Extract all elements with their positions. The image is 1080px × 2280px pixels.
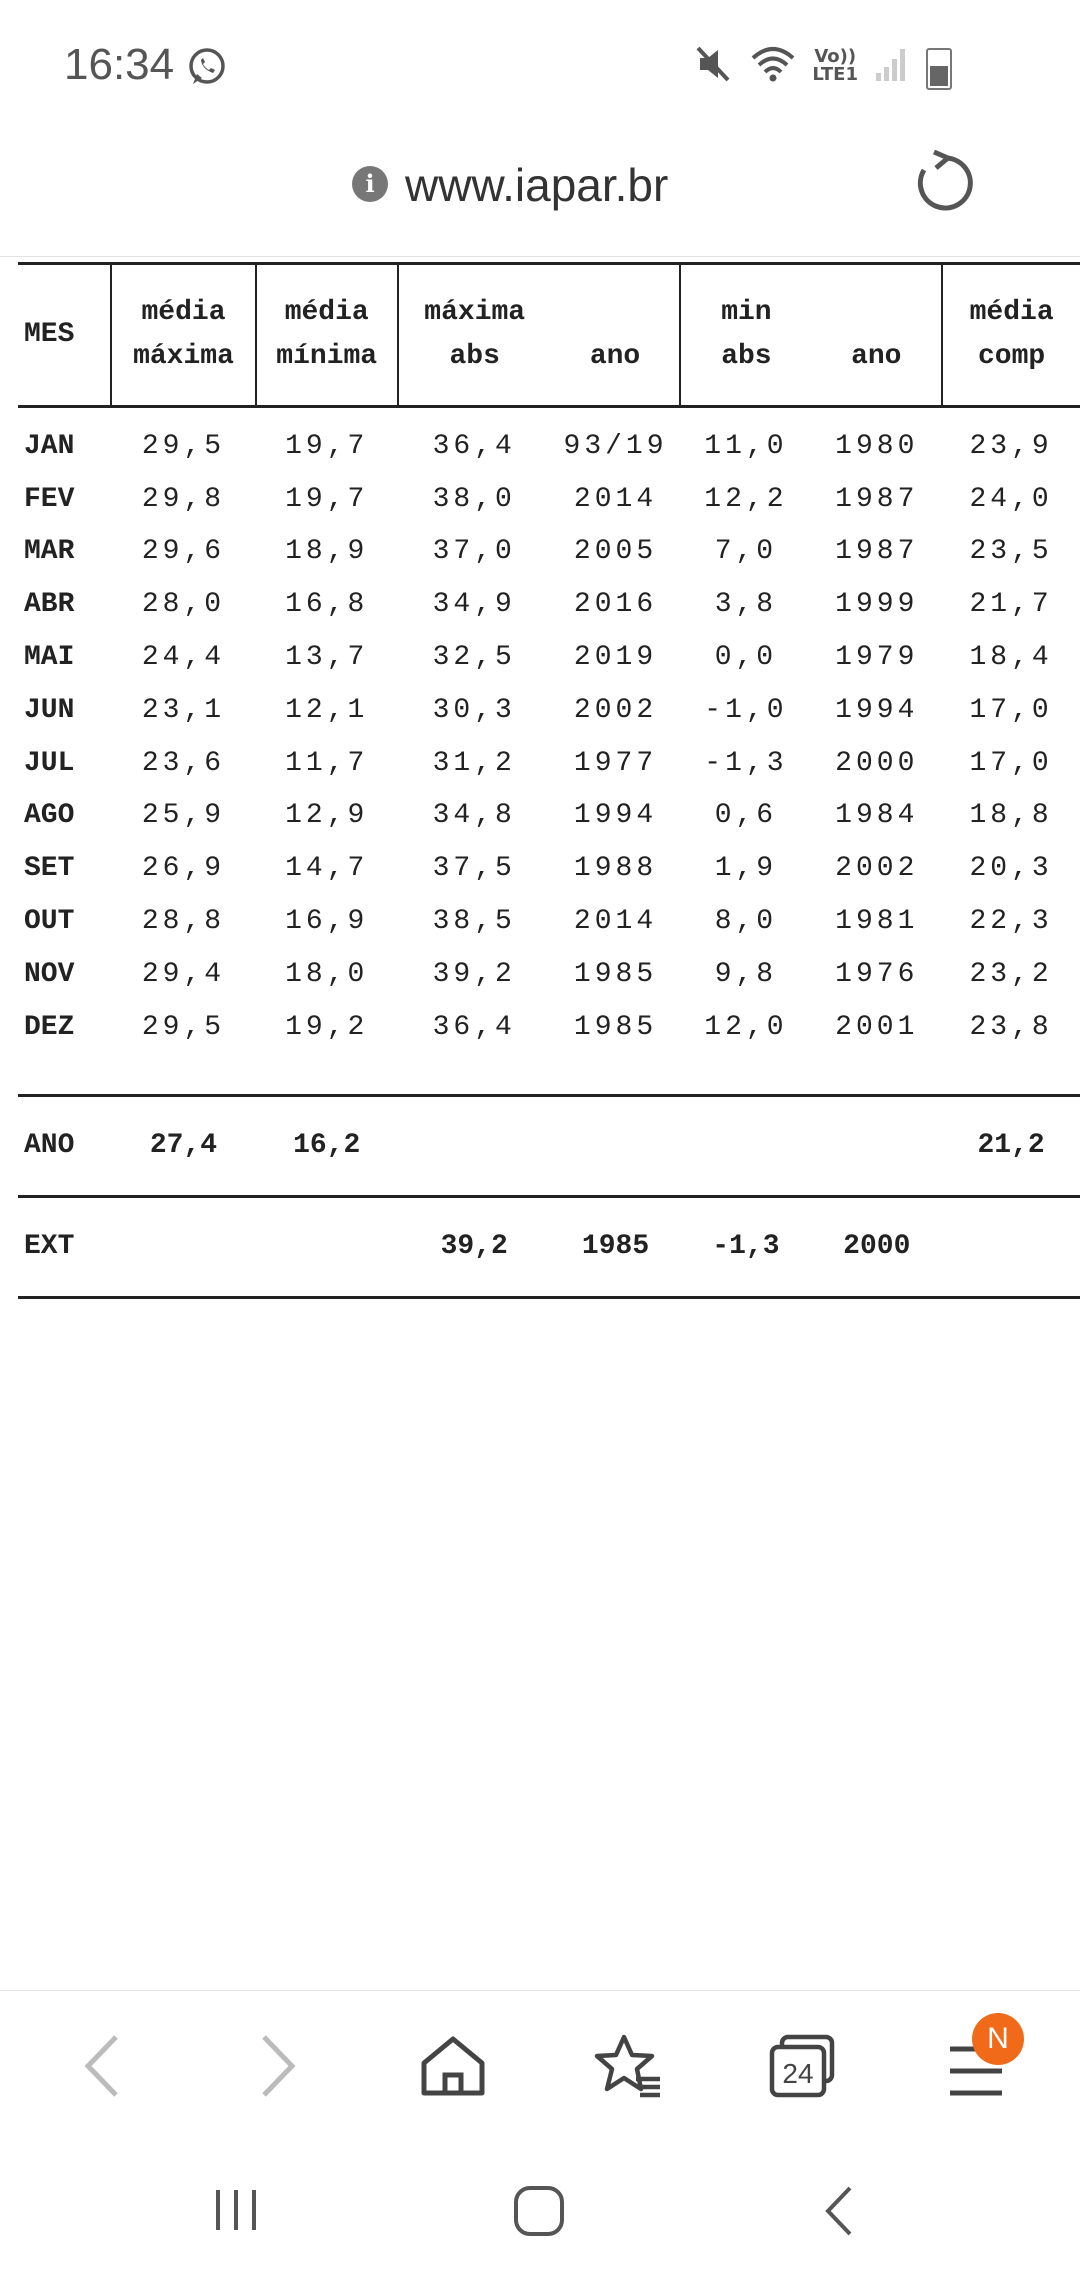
table-cell: 1977 [573,747,658,779]
table-cell: 16,9 [285,906,369,938]
address-bar[interactable] [0,130,1080,257]
header-mes: MES [18,264,111,407]
mute-icon [694,44,734,88]
table-cell: 34,9 [432,589,516,621]
table-cell: 8,0 [714,906,778,938]
header-min-abs: min abs [680,264,811,407]
table-cell: 2001 [835,1011,919,1043]
table-cell: 37,0 [432,536,516,568]
table-cell: 26,9 [141,853,226,885]
table-row [18,526,1080,579]
table-cell: 11,0 [704,430,788,462]
status-bar [0,0,1080,130]
table-cell: 11,7 [285,747,369,779]
table-cell: 30,3 [432,694,516,726]
month-label: FEV [24,483,75,515]
table-cell: 23,6 [141,747,226,779]
table-cell: 2002 [835,853,919,885]
status-time: 16:34 [64,40,175,89]
table-cell: 27,4 [111,1095,255,1196]
reload-icon[interactable] [912,150,978,220]
table-cell: 12,2 [704,483,788,515]
table-cell: 23,5 [969,536,1053,568]
table-cell: 23,2 [969,958,1053,990]
table-cell: 1976 [835,958,919,990]
table-cell: 1987 [835,536,919,568]
table-cell: 1,9 [714,853,778,885]
table-cell: 22,3 [969,906,1053,938]
month-label: JUL [24,747,75,779]
whatsapp-icon [186,46,228,92]
table-cell: 18,9 [285,536,369,568]
table-row-ext [18,1196,1080,1297]
climate-table-container [0,256,1080,1996]
table-cell: 17,0 [969,747,1053,779]
table-cell: EXT [18,1196,111,1297]
table-cell: 19,2 [285,1011,369,1043]
table-row-ano [18,1095,1080,1196]
table-cell: 38,0 [432,483,516,515]
tabs-count: 24 [782,2058,814,2089]
table-row [18,407,1080,473]
table-cell: 29,6 [141,536,226,568]
header-media-minima: média mínima [256,264,398,407]
table-cell: 2014 [573,483,658,515]
table-cell: 12,0 [704,1011,788,1043]
menu-notification-badge: N [972,2013,1024,2065]
table-cell: 17,0 [969,694,1053,726]
table-cell: 23,9 [969,430,1053,462]
month-rows [18,407,1080,1054]
home-button-icon[interactable] [512,2184,566,2242]
table-cell: 29,5 [141,1011,226,1043]
month-label: ABR [24,589,75,621]
table-row [18,684,1080,737]
table-cell [256,1196,398,1297]
table-cell: 18,8 [969,800,1053,832]
table-cell: 1994 [835,694,919,726]
table-cell: 29,8 [141,483,226,515]
table-cell [551,1095,681,1196]
table-cell: 31,2 [432,747,516,779]
table-cell: 21,7 [969,589,1053,621]
header-min-ano: ano [811,264,942,407]
month-label: NOV [24,958,75,990]
table-cell: 0,6 [714,800,778,832]
table-cell: 12,1 [285,694,369,726]
network-type-label [812,48,858,84]
table-cell: 36,4 [432,430,516,462]
table-cell: 24,0 [969,483,1053,515]
table-cell: 1985 [573,1011,658,1043]
table-cell: 39,2 [398,1196,551,1297]
volte-label: Vo)) [814,46,857,67]
table-row [18,473,1080,526]
header-maxima-ano: ano [551,264,681,407]
month-label: MAR [24,536,75,568]
table-cell [111,1196,255,1297]
table-row [18,790,1080,843]
battery-icon [926,48,952,90]
header-maxima-abs: máxima abs [398,264,551,407]
table-cell: 13,7 [285,642,369,674]
site-info-icon[interactable]: i [352,166,388,202]
browser-bottom-nav [0,1990,1080,2141]
table-cell: 16,2 [256,1095,398,1196]
table-cell: 2005 [573,536,658,568]
table-cell: 2002 [573,694,658,726]
climate-table [18,262,1080,1299]
table-cell: 1984 [835,800,919,832]
table-cell: 1985 [551,1196,681,1297]
month-label: AGO [24,800,75,832]
table-cell: 18,4 [969,642,1053,674]
tabs-icon[interactable] [766,2031,838,2105]
table-cell: 1980 [835,430,919,462]
forward-icon[interactable] [258,2031,298,2105]
header-media-comp: média comp [942,264,1080,407]
system-back-icon[interactable] [820,2184,860,2242]
table-cell: 28,0 [141,589,226,621]
table-cell: 29,5 [141,430,226,462]
table-row [18,895,1080,948]
table-cell: 16,8 [285,589,369,621]
table-cell: 23,1 [141,694,226,726]
signal-icon [874,45,910,87]
table-cell: 0,0 [714,642,778,674]
table-cell: 39,2 [432,958,516,990]
month-label: JAN [24,430,75,462]
table-row [18,1001,1080,1054]
month-label: JUN [24,694,75,726]
table-cell: 9,8 [714,958,778,990]
table-cell [680,1095,811,1196]
table-cell: 18,0 [285,958,369,990]
month-label: SET [24,853,75,885]
table-cell: 29,4 [141,958,226,990]
table-cell: 19,7 [285,483,369,515]
table-cell: 21,2 [942,1095,1080,1196]
table-cell: 2000 [835,747,919,779]
table-cell: 2016 [573,589,658,621]
month-label: MAI [24,642,75,674]
table-row [18,842,1080,895]
wifi-icon [750,44,796,88]
table-cell: 14,7 [285,853,369,885]
table-cell: 1985 [573,958,658,990]
table-cell: -1,3 [680,1196,811,1297]
table-cell: 1981 [835,906,919,938]
table-cell [942,1196,1080,1297]
table-row [18,578,1080,631]
table-cell: 1987 [835,483,919,515]
system-nav-bar [0,2140,1080,2280]
table-cell: 20,3 [969,853,1053,885]
table-cell: 25,9 [141,800,226,832]
table-cell: 1994 [573,800,658,832]
table-cell: 3,8 [714,589,778,621]
lte-label: LTE1 [812,64,858,85]
bookmarks-icon[interactable] [594,2031,664,2105]
table-cell: 12,9 [285,800,369,832]
table-cell: 2000 [811,1196,942,1297]
table-header-row [18,264,1080,407]
table-cell: 36,4 [432,1011,516,1043]
table-cell: 2014 [573,906,658,938]
header-media-maxima: média máxima [111,264,255,407]
table-cell: 38,5 [432,906,516,938]
table-cell: 1988 [573,853,658,885]
table-cell: 1999 [835,589,919,621]
table-cell: 34,8 [432,800,516,832]
table-cell: 32,5 [432,642,516,674]
table-row [18,737,1080,790]
table-cell: 28,8 [141,906,226,938]
table-cell: 19,7 [285,430,369,462]
month-label: OUT [24,906,75,938]
table-cell: ANO [18,1095,111,1196]
month-label: DEZ [24,1011,75,1043]
home-icon[interactable] [418,2031,488,2105]
table-cell [398,1095,551,1196]
table-cell: 24,4 [141,642,226,674]
table-cell: 93/19 [563,430,668,462]
table-cell: 2019 [573,642,658,674]
table-cell: 23,8 [969,1011,1053,1043]
recent-apps-icon[interactable] [212,2186,260,2238]
table-cell [811,1095,942,1196]
table-cell: -1,3 [704,747,788,779]
table-cell: 7,0 [714,536,778,568]
table-row [18,631,1080,684]
table-row [18,948,1080,1001]
table-cell: 37,5 [432,853,516,885]
table-cell: -1,0 [704,694,788,726]
table-cell: 1979 [835,642,919,674]
back-icon[interactable] [82,2031,122,2105]
url-text[interactable]: www.iapar.br [405,159,669,211]
